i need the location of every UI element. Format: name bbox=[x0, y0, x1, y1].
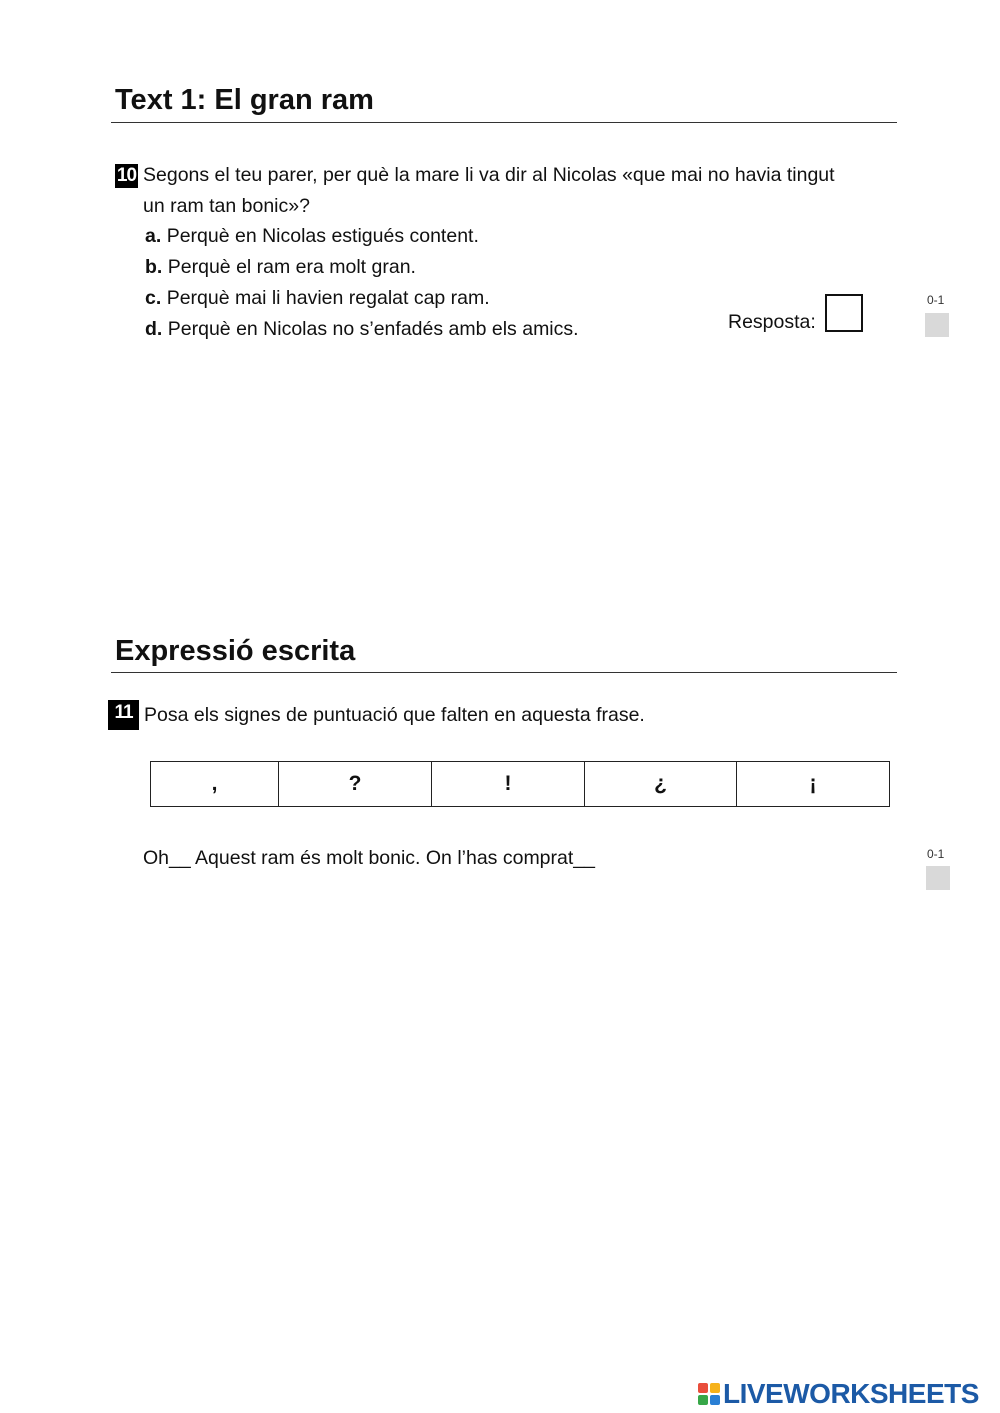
option-c bbox=[145, 287, 490, 310]
option-b bbox=[145, 256, 416, 279]
option-c-text: Perquè mai li havien regalat cap ram. bbox=[166, 287, 490, 309]
sign-exclamation-open[interactable]: ¡ bbox=[737, 762, 890, 807]
logo-text: LIVEWORKSHEETS bbox=[723, 1378, 979, 1409]
score-label-q11: 0-1 bbox=[927, 847, 945, 861]
answer-input-box[interactable] bbox=[825, 294, 863, 332]
option-b-text: Perquè el ram era molt gran. bbox=[167, 256, 416, 278]
option-d bbox=[145, 318, 579, 341]
option-a bbox=[145, 225, 479, 248]
option-d-letter: d. bbox=[145, 318, 163, 340]
option-c-letter: c. bbox=[145, 287, 162, 309]
sign-comma[interactable]: , bbox=[151, 762, 279, 807]
section-title-expressio: Expressió escrita bbox=[115, 635, 356, 667]
question-10-text-line2: un ram tan bonic»? bbox=[143, 195, 310, 217]
question-number-11: 11 bbox=[108, 700, 139, 730]
option-a-text: Perquè en Nicolas estigués content. bbox=[166, 225, 479, 247]
sign-question-open[interactable]: ¿ bbox=[585, 762, 737, 807]
question-11-text: Posa els signes de puntuació que falten en aquesta frase. bbox=[144, 704, 645, 726]
score-box-q11 bbox=[926, 866, 950, 890]
sign-question-close[interactable]: ? bbox=[279, 762, 432, 807]
section-divider bbox=[111, 122, 897, 123]
sentence-to-punctuate[interactable]: Oh__ Aquest ram és molt bonic. On l’has comprat__ bbox=[143, 847, 595, 869]
section-divider bbox=[111, 672, 897, 673]
liveworksheets-logo bbox=[698, 1379, 979, 1409]
option-a-letter: a. bbox=[145, 225, 162, 247]
option-b-letter: b. bbox=[145, 256, 163, 278]
section-title-text1: Text 1: El gran ram bbox=[115, 84, 374, 116]
question-number-10: 10 bbox=[116, 165, 137, 186]
punctuation-signs-table bbox=[150, 761, 890, 807]
option-d-text: Perquè en Nicolas no s’enfadés amb els amics. bbox=[167, 318, 579, 340]
score-box-q10 bbox=[925, 313, 949, 337]
answer-label: Resposta: bbox=[728, 311, 816, 333]
sign-exclamation-close[interactable]: ! bbox=[432, 762, 585, 807]
question-10-text-line1: Segons el teu parer, per què la mare li va dir al Nicolas «que mai no havia tingut bbox=[143, 164, 835, 186]
score-label-q10: 0-1 bbox=[927, 293, 945, 307]
logo-mark-icon bbox=[698, 1383, 720, 1405]
